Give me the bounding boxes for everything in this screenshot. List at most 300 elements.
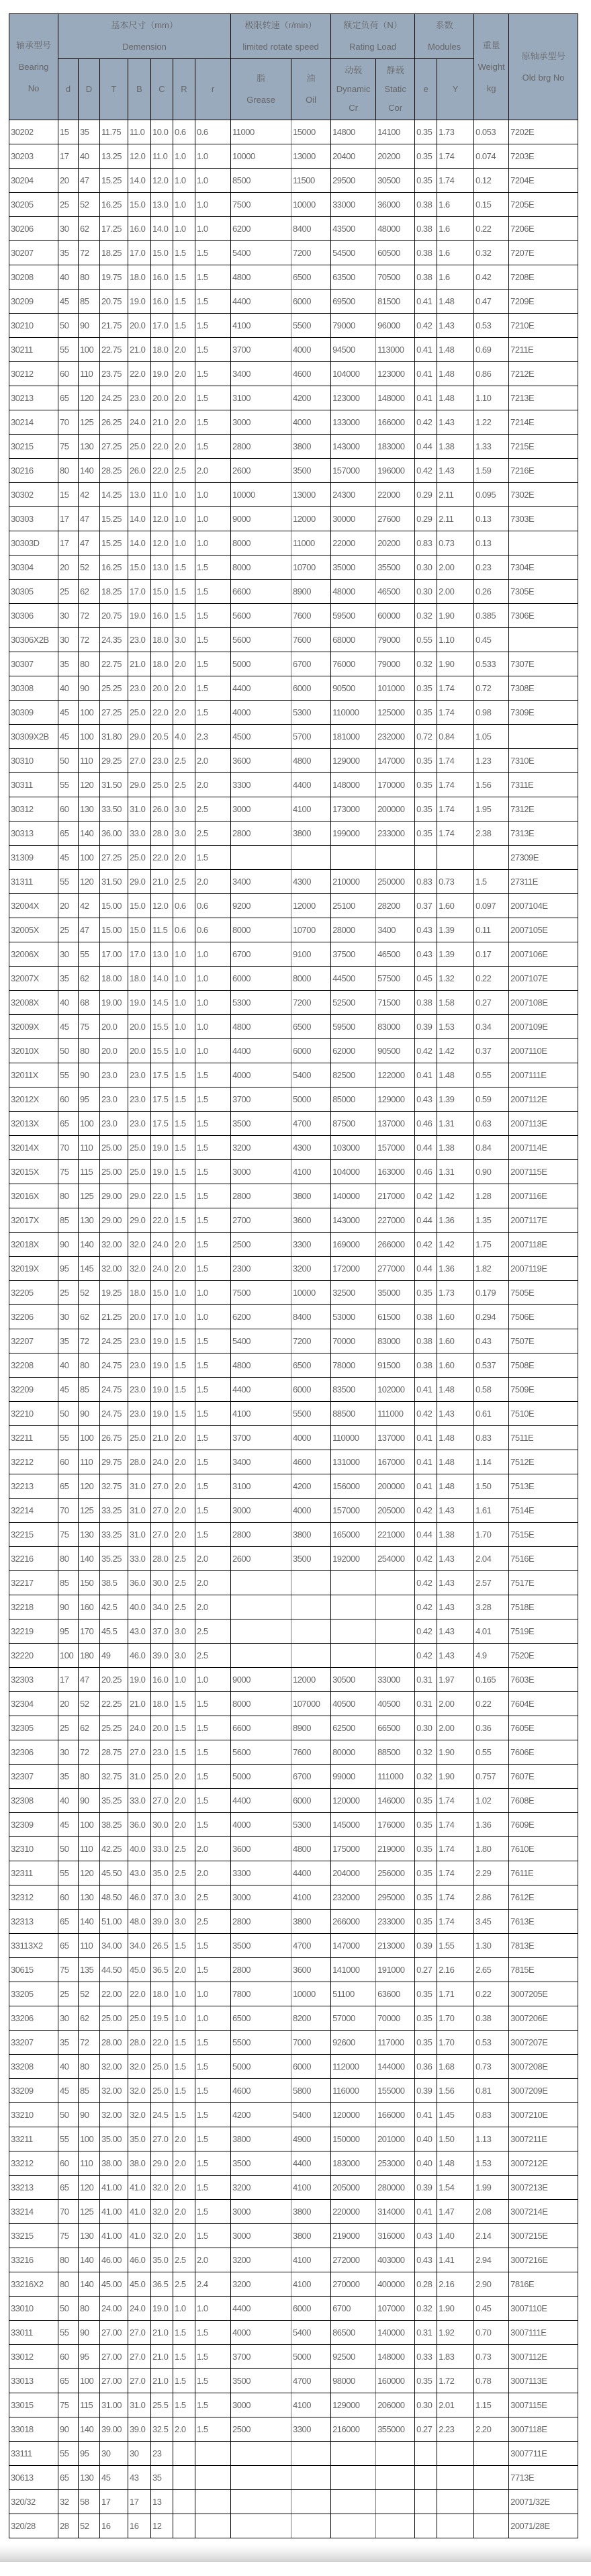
cell-D: 125: [79, 1184, 100, 1208]
cell-e: 0.46: [415, 1112, 437, 1136]
cell-old-no: 7610E: [509, 1837, 578, 1861]
cell-r: 2.0: [195, 773, 231, 797]
cell-grease: 8500: [231, 169, 291, 193]
cell-weight: 2.38: [474, 821, 509, 846]
cell-Cr: [331, 1595, 376, 1619]
cell-B: 16.0: [128, 217, 151, 241]
cell-e: 0.46: [415, 1160, 437, 1184]
cell-d: 55: [58, 1426, 79, 1450]
cell-C: 21.0: [151, 2345, 173, 2369]
cell-B: 45.0: [128, 1958, 151, 1982]
cell-bearing-no: 33207: [9, 2031, 58, 2055]
cell-old-no: 7509E: [509, 1378, 578, 1402]
table-row: [9, 604, 578, 628]
cell-R: 2.0: [173, 1233, 195, 1257]
cell-Y: 1.60: [437, 1353, 474, 1378]
cell-d: 80: [58, 2248, 79, 2272]
cell-weight: 3.28: [474, 1595, 509, 1619]
cell-old-no: 3007115E: [509, 2393, 578, 2417]
cell-d: 85: [58, 1208, 79, 1233]
cell-e: [415, 2466, 437, 2490]
cell-D: 47: [79, 169, 100, 193]
cell-Cr: 204000: [331, 1861, 376, 1885]
cell-R: 2.5: [173, 1837, 195, 1861]
table-row: [9, 435, 578, 459]
cell-d: 65: [58, 2176, 79, 2200]
table-row: [9, 2127, 578, 2151]
cell-r: 1.0: [195, 169, 231, 193]
table-row: [9, 483, 578, 507]
cell-oil: [291, 1619, 331, 1644]
cell-oil: 3300: [291, 2417, 331, 2442]
cell-R: 3.0: [173, 821, 195, 846]
cell-B: 26.0: [128, 459, 151, 483]
cell-R: 1.5: [173, 314, 195, 338]
cell-Y: 1.71: [437, 1982, 474, 2006]
cell-C: 17.0: [151, 1305, 173, 1329]
cell-Cr: 54500: [331, 241, 376, 265]
cell-bearing-no: 31309: [9, 846, 58, 870]
cell-D: 90: [79, 676, 100, 701]
cell-R: 2.0: [173, 846, 195, 870]
cell-grease: 3500: [231, 2369, 291, 2393]
cell-Cr: 87500: [331, 1112, 376, 1136]
cell-C: 20.0: [151, 676, 173, 701]
table-row: [9, 1499, 578, 1523]
cell-Y: 1.43: [437, 1547, 474, 1571]
cell-r: 1.5: [195, 1789, 231, 1813]
cell-r: 1.0: [195, 1305, 231, 1329]
cell-weight: 2.29: [474, 1861, 509, 1885]
table-row: [9, 1885, 578, 1910]
cell-Y: 1.43: [437, 1644, 474, 1668]
cell-old-no: 2007115E: [509, 1160, 578, 1184]
cell-Y: 1.48: [437, 1450, 474, 1474]
cell-weight: 2.14: [474, 2224, 509, 2248]
cell-Cor: 81500: [376, 290, 415, 314]
cell-Y: 1.45: [437, 2103, 474, 2127]
cell-Cr: 99000: [331, 1765, 376, 1789]
cell-B: 29.0: [128, 1208, 151, 1233]
cell-bearing-no: 32012X: [9, 1087, 58, 1112]
cell-grease: 5600: [231, 604, 291, 628]
cell-D: 145: [79, 1257, 100, 1281]
cell-T: 31.50: [100, 870, 128, 894]
cell-T: 19.00: [100, 991, 128, 1015]
cell-C: 37.0: [151, 1619, 173, 1644]
cell-weight: 0.70: [474, 2321, 509, 2345]
cell-bearing-no: 30306X2B: [9, 628, 58, 652]
cell-R: 2.0: [173, 1523, 195, 1547]
cell-D: 140: [79, 2417, 100, 2442]
cell-T: 16.25: [100, 556, 128, 580]
cell-T: 23.0: [100, 1112, 128, 1136]
cell-D: 100: [79, 1813, 100, 1837]
cell-weight: 0.17: [474, 942, 509, 967]
cell-B: 36.0: [128, 1571, 151, 1595]
cell-d: 55: [58, 1063, 79, 1087]
cell-T: 22.75: [100, 338, 128, 362]
cell-T: 44.50: [100, 1958, 128, 1982]
cell-Cr: [331, 2466, 376, 2490]
cell-Y: 1.48: [437, 1378, 474, 1402]
cell-B: 20.0: [128, 1039, 151, 1063]
cell-B: 23.0: [128, 1087, 151, 1112]
cell-B: 25.0: [128, 846, 151, 870]
cell-weight: 0.179: [474, 1281, 509, 1305]
cell-Y: 1.40: [437, 2224, 474, 2248]
cell-r: 1.5: [195, 2151, 231, 2176]
cell-old-no: 3007118E: [509, 2417, 578, 2442]
cell-oil: 4600: [291, 362, 331, 386]
cell-Cr: 232000: [331, 1885, 376, 1910]
cell-R: 1.0: [173, 2297, 195, 2321]
cell-weight: 1.75: [474, 1233, 509, 1257]
cell-B: 24.0: [128, 410, 151, 435]
cell-Y: 1.74: [437, 1789, 474, 1813]
cell-r: 1.5: [195, 1474, 231, 1499]
cell-R: 1.5: [173, 1087, 195, 1112]
cell-Cor: [376, 2442, 415, 2466]
cell-weight: 0.22: [474, 1982, 509, 2006]
cell-Cor: 166000: [376, 410, 415, 435]
table-row: [9, 290, 578, 314]
cell-e: 0.43: [415, 1087, 437, 1112]
cell-d: 60: [58, 1885, 79, 1910]
cell-r: 1.0: [195, 507, 231, 531]
cell-old-no: 7208E: [509, 265, 578, 290]
cell-B: 15.0: [128, 894, 151, 918]
cell-d: 15: [58, 483, 79, 507]
cell-old-no: 7310E: [509, 749, 578, 773]
cell-e: 0.30: [415, 580, 437, 604]
cell-weight: 0.72: [474, 676, 509, 701]
cell-weight: 1.35: [474, 1208, 509, 1233]
cell-weight: 1.36: [474, 1813, 509, 1837]
cell-Y: 1.74: [437, 821, 474, 846]
table-row: [9, 2466, 578, 2490]
cell-bearing-no: 32220: [9, 1644, 58, 1668]
cell-T: 20.75: [100, 290, 128, 314]
cell-Y: 1.74: [437, 169, 474, 193]
cell-Cor: 221000: [376, 1523, 415, 1547]
cell-oil: 4100: [291, 1885, 331, 1910]
cell-T: 23.0: [100, 1063, 128, 1087]
cell-grease: 8000: [231, 531, 291, 556]
header-r: r: [195, 59, 231, 120]
cell-d: 55: [58, 773, 79, 797]
cell-weight: 1.56: [474, 773, 509, 797]
table-row: [9, 386, 578, 410]
cell-e: 0.35: [415, 1861, 437, 1885]
cell-r: 1.5: [195, 362, 231, 386]
cell-Cor: 20200: [376, 531, 415, 556]
cell-C: 22.0: [151, 1184, 173, 1208]
cell-d: 32: [58, 2490, 79, 2514]
cell-r: 1.5: [195, 2393, 231, 2417]
cell-weight: 1.80: [474, 1837, 509, 1861]
cell-old-no: 7513E: [509, 1474, 578, 1499]
cell-Cr: 70000: [331, 1329, 376, 1353]
cell-grease: 4400: [231, 1039, 291, 1063]
cell-grease: 4400: [231, 2297, 291, 2321]
cell-Cor: 96000: [376, 314, 415, 338]
cell-Cor: 111000: [376, 1402, 415, 1426]
cell-bearing-no: 30209: [9, 290, 58, 314]
cell-old-no: 7202E: [509, 120, 578, 144]
cell-C: 13.0: [151, 942, 173, 967]
cell-R: 2.0: [173, 1474, 195, 1499]
cell-weight: 2.94: [474, 2248, 509, 2272]
table-row: [9, 1208, 578, 1233]
cell-r: 2.4: [195, 2272, 231, 2297]
cell-Cr: 165000: [331, 1523, 376, 1547]
cell-B: 23.0: [128, 1402, 151, 1426]
cell-e: 0.30: [415, 1716, 437, 1740]
cell-C: 21.0: [151, 410, 173, 435]
cell-weight: 0.13: [474, 531, 509, 556]
cell-weight: 0.15: [474, 193, 509, 217]
cell-C: 24.0: [151, 1233, 173, 1257]
cell-Cor: 219000: [376, 1837, 415, 1861]
cell-oil: 6700: [291, 652, 331, 676]
cell-C: 17.5: [151, 1087, 173, 1112]
cell-e: 0.32: [415, 1740, 437, 1765]
cell-T: 15.25: [100, 507, 128, 531]
cell-grease: 4000: [231, 1063, 291, 1087]
table-row: [9, 120, 578, 144]
cell-grease: 4800: [231, 265, 291, 290]
cell-B: 29.0: [128, 1184, 151, 1208]
table-row: [9, 870, 578, 894]
cell-bearing-no: 33215: [9, 2224, 58, 2248]
cell-Y: 0.84: [437, 725, 474, 749]
cell-grease: 4800: [231, 1353, 291, 1378]
cell-T: 30: [100, 2442, 128, 2466]
cell-C: 12.0: [151, 169, 173, 193]
cell-T: 25.00: [100, 1160, 128, 1184]
cell-e: 0.35: [415, 701, 437, 725]
cell-C: 14.0: [151, 967, 173, 991]
cell-bearing-no: 33018: [9, 2417, 58, 2442]
cell-e: 0.35: [415, 749, 437, 773]
cell-e: 0.38: [415, 1353, 437, 1378]
cell-Y: 1.53: [437, 1015, 474, 1039]
cell-e: 0.29: [415, 483, 437, 507]
cell-Cr: 63500: [331, 265, 376, 290]
cell-bearing-no: 30213: [9, 386, 58, 410]
cell-Cor: 70000: [376, 2006, 415, 2031]
cell-D: 100: [79, 701, 100, 725]
cell-C: 25.0: [151, 1765, 173, 1789]
cell-old-no: 2007106E: [509, 942, 578, 967]
cell-B: 19.0: [128, 604, 151, 628]
cell-C: 11.0: [151, 483, 173, 507]
cell-r: 1.5: [195, 1765, 231, 1789]
cell-old-no: 2007108E: [509, 991, 578, 1015]
cell-D: 47: [79, 1668, 100, 1692]
cell-r: 1.5: [195, 1329, 231, 1353]
cell-T: 38.00: [100, 2151, 128, 2176]
cell-D: 52: [79, 1692, 100, 1716]
cell-old-no: 7606E: [509, 1740, 578, 1765]
cell-Cr: 69500: [331, 290, 376, 314]
cell-e: 0.83: [415, 870, 437, 894]
cell-weight: 0.55: [474, 1740, 509, 1765]
cell-R: 2.0: [173, 2127, 195, 2151]
cell-d: 35: [58, 241, 79, 265]
cell-Y: 1.92: [437, 2321, 474, 2345]
cell-oil: 9100: [291, 942, 331, 967]
cell-bearing-no: 32214: [9, 1499, 58, 1523]
cell-D: 62: [79, 2006, 100, 2031]
cell-grease: 4800: [231, 1015, 291, 1039]
cell-Cr: 210000: [331, 870, 376, 894]
cell-Cor: 167000: [376, 1450, 415, 1474]
cell-bearing-no: 30205: [9, 193, 58, 217]
cell-e: 0.37: [415, 894, 437, 918]
cell-D: 55: [79, 942, 100, 967]
cell-bearing-no: 32309: [9, 1813, 58, 1837]
cell-R: 2.0: [173, 1450, 195, 1474]
table-row: [9, 1039, 578, 1063]
cell-d: 25: [58, 1716, 79, 1740]
cell-C: 12.0: [151, 531, 173, 556]
cell-r: 1.5: [195, 1208, 231, 1233]
cell-D: 62: [79, 580, 100, 604]
cell-d: 30: [58, 1305, 79, 1329]
cell-Y: 1.32: [437, 967, 474, 991]
cell-C: 32.0: [151, 2200, 173, 2224]
cell-T: 27.00: [100, 2369, 128, 2393]
cell-T: 22.25: [100, 1692, 128, 1716]
cell-r: 1.0: [195, 1668, 231, 1692]
cell-D: 42: [79, 894, 100, 918]
cell-e: [415, 2514, 437, 2538]
header-R: R: [173, 59, 195, 120]
cell-grease: 3600: [231, 749, 291, 773]
cell-T: 46.00: [100, 2248, 128, 2272]
cell-bearing-no: 33010: [9, 2297, 58, 2321]
cell-weight: [474, 2514, 509, 2538]
cell-old-no: 2007113E: [509, 1112, 578, 1136]
table-row: [9, 846, 578, 870]
cell-R: 2.0: [173, 1499, 195, 1523]
cell-Cr: 28000: [331, 918, 376, 942]
cell-Cr: 131000: [331, 1450, 376, 1474]
cell-oil: 13000: [291, 144, 331, 169]
cell-B: 20.0: [128, 1305, 151, 1329]
cell-Cor: 147000: [376, 749, 415, 773]
cell-C: 19.0: [151, 362, 173, 386]
cell-B: 17: [128, 2490, 151, 2514]
cell-bearing-no: 33212: [9, 2151, 58, 2176]
cell-R: 2.0: [173, 652, 195, 676]
cell-d: 100: [58, 1644, 79, 1668]
cell-grease: 2600: [231, 459, 291, 483]
cell-d: 35: [58, 1329, 79, 1353]
cell-weight: 0.37: [474, 1039, 509, 1063]
cell-B: 25.0: [128, 701, 151, 725]
cell-Cr: 90500: [331, 676, 376, 701]
header-bearing-no: 轴承型号 Bearing No: [9, 14, 58, 120]
cell-bearing-no: 30212: [9, 362, 58, 386]
cell-weight: 0.095: [474, 483, 509, 507]
cell-B: 17.0: [128, 942, 151, 967]
cell-D: 100: [79, 1112, 100, 1136]
cell-R: 3.0: [173, 797, 195, 821]
cell-d: 55: [58, 1861, 79, 1885]
cell-T: 42.25: [100, 1837, 128, 1861]
table-row: [9, 2079, 578, 2103]
cell-grease: 5300: [231, 991, 291, 1015]
cell-D: 40: [79, 144, 100, 169]
table-row: [9, 338, 578, 362]
cell-Cr: 216000: [331, 2417, 376, 2442]
cell-R: 2.0: [173, 676, 195, 701]
cell-r: 1.5: [195, 1063, 231, 1087]
cell-d: 35: [58, 967, 79, 991]
cell-e: 0.35: [415, 821, 437, 846]
table-row: [9, 2369, 578, 2393]
cell-D: 72: [79, 604, 100, 628]
cell-Cor: 266000: [376, 1233, 415, 1257]
cell-old-no: 7517E: [509, 1571, 578, 1595]
cell-Y: 1.36: [437, 1257, 474, 1281]
cell-Cr: 62500: [331, 1716, 376, 1740]
cell-Cr: 140000: [331, 1184, 376, 1208]
cell-oil: 5700: [291, 725, 331, 749]
cell-old-no: 7508E: [509, 1353, 578, 1378]
cell-old-no: 2007109E: [509, 1015, 578, 1039]
cell-Cr: 148000: [331, 773, 376, 797]
cell-grease: 3700: [231, 2345, 291, 2369]
cell-old-no: 3007209E: [509, 2079, 578, 2103]
cell-Cr: 129000: [331, 749, 376, 773]
cell-T: 24.75: [100, 1402, 128, 1426]
cell-old-no: 3007111E: [509, 2321, 578, 2345]
cell-grease: 3700: [231, 338, 291, 362]
cell-D: 75: [79, 1015, 100, 1039]
cell-D: 170: [79, 1619, 100, 1644]
cell-Cor: 14100: [376, 120, 415, 144]
cell-B: 41.0: [128, 2224, 151, 2248]
cell-B: 34.0: [128, 1934, 151, 1958]
cell-oil: 3800: [291, 821, 331, 846]
cell-D: 62: [79, 217, 100, 241]
cell-d: 60: [58, 1450, 79, 1474]
cell-oil: 3300: [291, 1233, 331, 1257]
cell-oil: 7200: [291, 1329, 331, 1353]
cell-grease: 3000: [231, 797, 291, 821]
cell-r: 1.5: [195, 1087, 231, 1112]
cell-e: 0.39: [415, 2176, 437, 2200]
cell-D: 180: [79, 1644, 100, 1668]
cell-weight: 0.537: [474, 1353, 509, 1378]
cell-Cor: 256000: [376, 1861, 415, 1885]
cell-B: 28.0: [128, 1450, 151, 1474]
cell-Cor: 57500: [376, 967, 415, 991]
cell-old-no: 2007118E: [509, 1233, 578, 1257]
cell-e: 0.42: [415, 1619, 437, 1644]
cell-d: 45: [58, 701, 79, 725]
cell-T: 17.00: [100, 942, 128, 967]
cell-D: 85: [79, 2079, 100, 2103]
cell-D: 80: [79, 1353, 100, 1378]
cell-Cr: [331, 1571, 376, 1595]
cell-weight: 0.84: [474, 1136, 509, 1160]
cell-d: 65: [58, 1910, 79, 1934]
